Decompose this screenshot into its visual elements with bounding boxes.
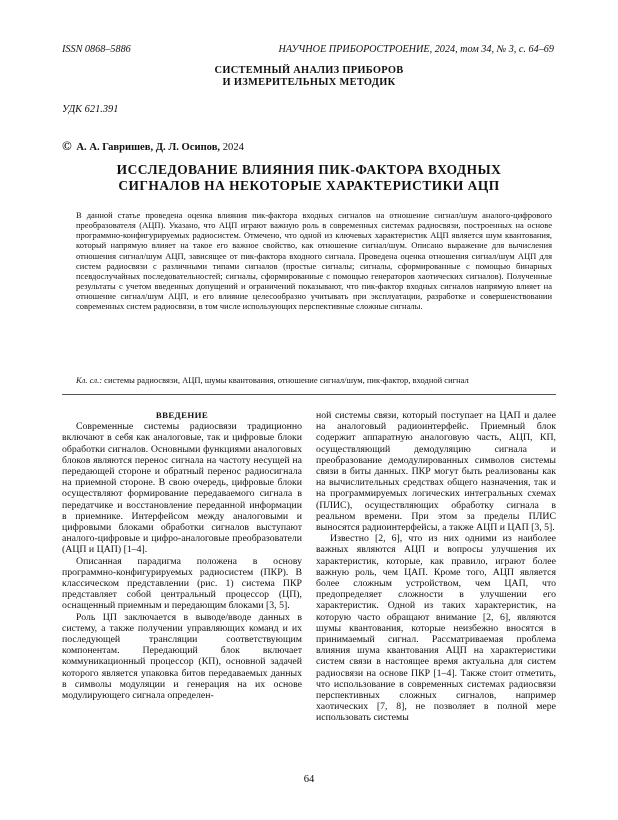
intro-heading: ВВЕДЕНИЕ <box>155 410 209 420</box>
left-column <box>62 410 302 701</box>
section-title-line-1: СИСТЕМНЫЙ АНАЛИЗ ПРИБОРОВ <box>214 65 404 76</box>
article-title-line-2: СИГНАЛОВ НА НЕКОТОРЫЕ ХАРАКТЕРИСТИКИ АЦП <box>118 177 500 193</box>
udk-code: УДК 621.391 <box>62 104 119 115</box>
body-paragraph: Описанная парадигма положена в основу программно-конфигурируемых радиосистем (ПКР). В классическом представлении (рис. 1) система ПКР представляет собой центральный процессор (ЦП), оснащенный приемным и передающим блоками [3, 5]. <box>62 555 302 612</box>
copyright-icon: © <box>62 138 72 153</box>
page-number: 64 <box>303 774 315 785</box>
article-title <box>40 162 578 193</box>
body-paragraph: Современные системы радиосвязи традиционно включают в себя как аналоговые, так и цифровые блоки обработки сигналов. Основными функциями аналоговых блоков являются перенос сигнала на частоту несущей на передающей стороне и обратный перенос радиосигнала на приемной стороне. В свою очередь, цифровые блоки осуществляют формирование передаваемого сигнала в передатчике и восстановление переданной информации в приемнике. Интерфейсом между аналоговыми и цифровыми блоками обработки сигналов выступают аналого-цифровые и цифро-аналоговые преобразователи (АЦП и ЦАП) [1–4]. <box>62 421 302 556</box>
body-paragraph: Роль ЦП заключается в выводе/вводе данных в систему, а также получении управляющих команд и их последующей трансляции соответствующим компонентам. Передающий блок включает коммуникационный процессор (КП), основной задачей которого является упаковка битов передаваемых данных в символы модуляции и генерация на их основе модулирующего сигнала определен- <box>62 611 302 702</box>
section-title <box>0 65 618 88</box>
issn-header: ISSN 0868–5886 <box>62 44 131 55</box>
body-paragraph-continued: ной системы связи, который поступает на ЦАП и далее на аналоговый радиоинтерфейс. Приемный блок содержит аппаратную аналоговую часть, АЦП, КП, осуществляющий демодуляцию сигнала и преобразование демодулированных символов системы связи в биты данных. ПКР могут быть реализованы как на вычислительных средствах общего назначения, так и на программируемых логических интегральных схемах (ПЛИС), осуществляющих обработку сигнала в реальном времени. При этом за пределы ПЛИС выносятся радиоинтерфейсы, а также АЦП и ЦАП [3, 5]. <box>316 410 556 534</box>
keywords <box>76 375 556 385</box>
authors-line <box>62 138 244 154</box>
body-paragraph: Известно [2, 6], что из них одними из наиболее важных являются АЦП и вопросы улучшения их характеристик, которые, как правило, играют более важную роль, чем ЦАП. Кроме того, АЦП является более сложным устройством, чем ЦАП, что предопределяет сложности в улучшении его характеристик. Одной из таких характеристик, на которую часто обращают внимание [2, 6], являются шумы квантования, которые неизбежно вносятся в принимаемый сигнал. Рассматриваемая проблема влияния шума квантования АЦП на характеристики систем связи в настоящее время актуальна для систем радиосвязи на основе ПКР [1–4]. Также стоит отметить, что использование в современных системах радиосвязи перспективных сложных сигналов, например хаотических [7, 8], не позволяет в полной мере использовать системы <box>316 533 556 724</box>
keywords-label: Кл. сл.: <box>76 375 103 385</box>
publication-year: 2024 <box>222 142 244 153</box>
section-title-line-2: И ИЗМЕРИТЕЛЬНЫХ МЕТОДИК <box>222 76 396 88</box>
keywords-text: системы радиосвязи, АЦП, шумы квантования, отношение сигнал/шум, пик-фактор, входной сигнал <box>104 375 469 385</box>
abstract: В данной статье проведена оценка влияния пик-фактора входных сигналов на отношение сигнал/шум аналого-цифрового преобразователя (АЦП). Указано, что АЦП играют важную роль в современных системах радиосвязи, построенных на основе программно-конфигурируемых радиосистем. Отмечено, что одной из ключевых характеристик АЦП является шум квантования, который напрямую влияет на такое его важное свойство, как отношение сигнал/шум. Описано выражение для вычисления отношения сигнал/шум АЦП, зависящее от пик-фактора входного сигнала. Проведена оценка отношения сигнал/шум АЦП для систем радиосвязи с различными типами сигналов (простые сигналы; сигналы, сформированные с помощью бинарных псевдослучайных последовательностей; сигналы, сформированные с помощью генераторов хаотических сигналов). Полученные результаты с учетом введенных допущений и ограничений показывают, что пик-фактор входных сигналов напрямую влияет на отношение сигнал/шум АЦП, и его влияние целесообразно учитывать при эксплуатации, разработке и совершенствовании современных систем радиосвязи, в том числе использующих перспективные сложные сигналы. <box>76 210 552 312</box>
author-names: А. А. Гавришев, Д. Л. Осипов, <box>76 142 221 153</box>
journal-header: НАУЧНОЕ ПРИБОРОСТРОЕНИЕ, 2024, том 34, № 3, c. 64–69 <box>278 44 554 55</box>
right-column <box>316 410 556 724</box>
section-divider <box>62 394 556 395</box>
article-title-line-1: ИССЛЕДОВАНИЕ ВЛИЯНИЯ ПИК-ФАКТОРА ВХОДНЫХ <box>116 162 502 177</box>
